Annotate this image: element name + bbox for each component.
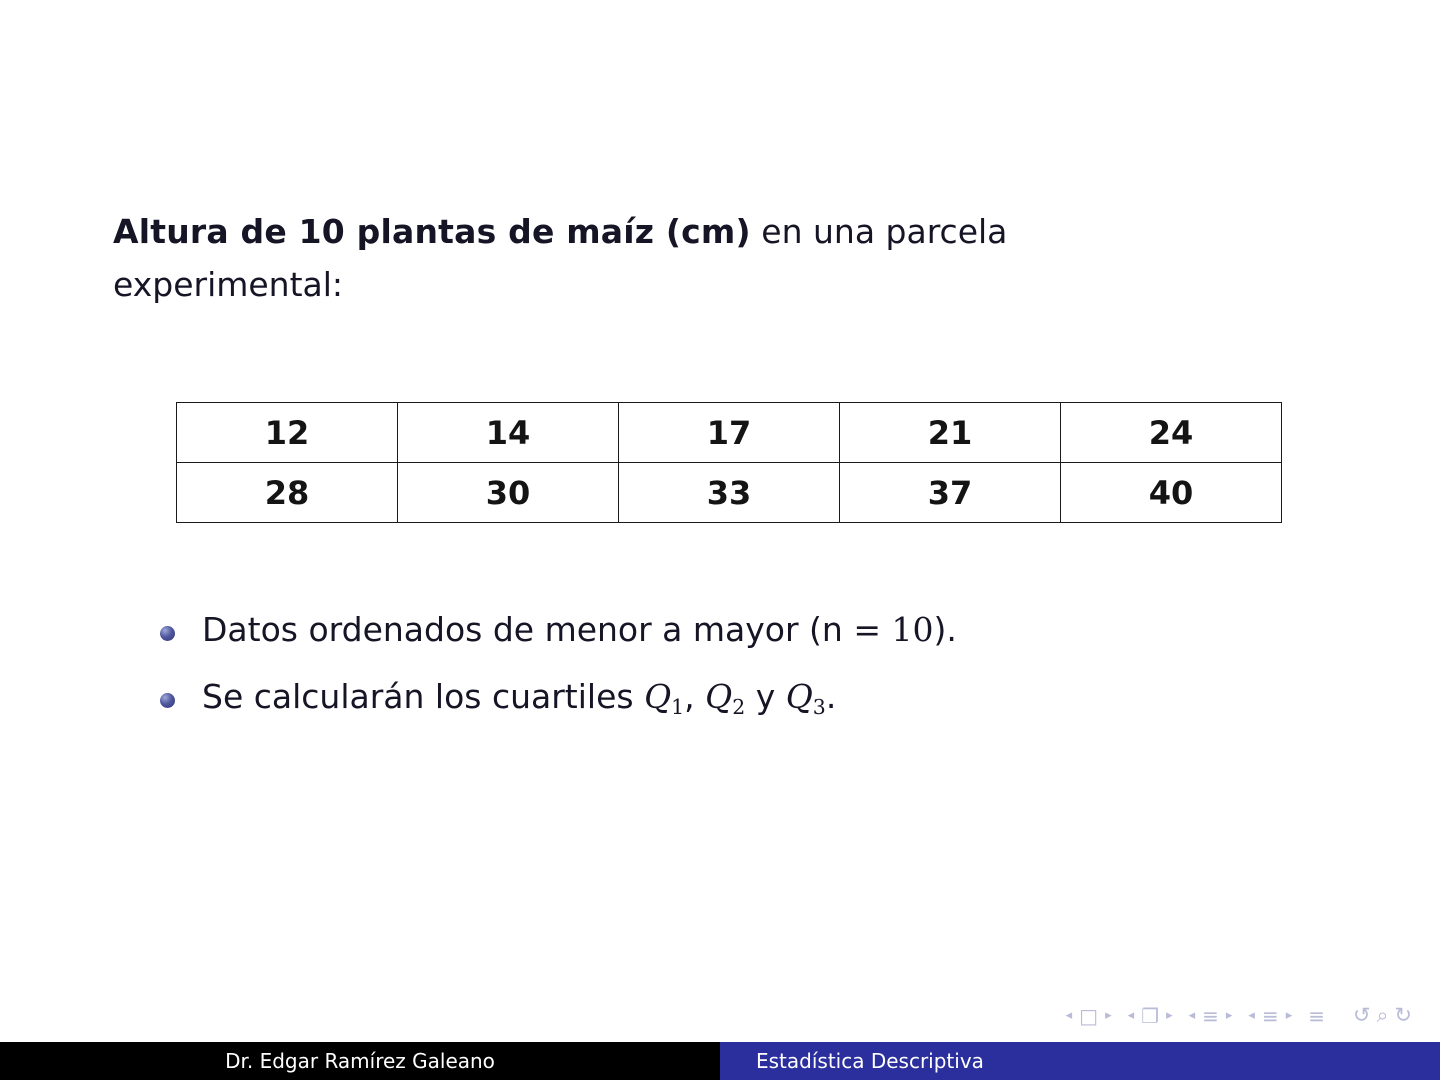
table-cell: 28 [177, 463, 398, 523]
bullet2-prefix: Se calcularán los cuartiles [202, 676, 645, 716]
table-cell: 33 [619, 463, 840, 523]
footer-title: Estadística Descriptiva [720, 1042, 1440, 1080]
bullet1-equals: = [842, 610, 892, 649]
bullet-dot-icon [160, 626, 175, 641]
table-cell: 37 [840, 463, 1061, 523]
quartile-q2-sub: 2 [732, 695, 746, 720]
bullet-text [202, 675, 836, 720]
quartile-q1-symbol: Q [644, 676, 672, 716]
frame-icon[interactable]: ≡ [1202, 1003, 1219, 1028]
bullet-text [202, 608, 957, 653]
first-slide-next-icon[interactable]: ▸ [1105, 1008, 1112, 1023]
list-item [160, 675, 1340, 720]
bullet-dot-icon [160, 693, 175, 708]
table-cell: 17 [619, 403, 840, 463]
nav-group-first-slide[interactable] [1065, 1003, 1112, 1028]
nav-group-subsection[interactable] [1248, 1003, 1293, 1028]
quartile-q3-symbol: Q [785, 676, 813, 716]
list-item [160, 608, 1340, 653]
bullet1-suffix: ). [933, 610, 957, 649]
heights-data-table [176, 402, 1282, 523]
table-row [177, 403, 1282, 463]
slide-footer [0, 1042, 1440, 1080]
intro-rest-text: en una parcela [750, 212, 1008, 251]
nav-group-section[interactable] [1308, 1003, 1326, 1028]
quartile-q3-sub: 3 [812, 695, 826, 720]
subsection-next-icon[interactable]: ▸ [1285, 1008, 1293, 1023]
first-slide-icon[interactable]: □ [1079, 1003, 1099, 1028]
table-cell: 12 [177, 403, 398, 463]
intro-line2-text: experimental: [113, 265, 344, 305]
slides-stack-icon[interactable]: ❐ [1141, 1003, 1160, 1028]
subsection-prev-icon[interactable]: ◂ [1248, 1008, 1255, 1023]
subsection-icon[interactable]: ≡ [1261, 1003, 1279, 1028]
frame-next-icon[interactable]: ▸ [1225, 1008, 1233, 1023]
table-cell: 40 [1061, 463, 1282, 523]
table-cell: 24 [1061, 403, 1282, 463]
first-slide-prev-icon[interactable]: ◂ [1065, 1008, 1073, 1023]
table-cell: 14 [398, 403, 619, 463]
data-table-container [176, 402, 1282, 523]
nav-group-previous-slide[interactable] [1127, 1003, 1173, 1028]
nav-group-zoom[interactable] [1353, 1005, 1412, 1026]
quartile-q2-symbol: Q [705, 676, 733, 716]
table-cell: 21 [840, 403, 1061, 463]
slide-navigation-bar[interactable] [1066, 1005, 1412, 1026]
bullet2-suffix: . [825, 676, 837, 716]
section-icon[interactable]: ≡ [1308, 1003, 1326, 1028]
bullet2-sep2: y [745, 676, 786, 716]
table-row [177, 463, 1282, 523]
bullet2-sep1: , [684, 676, 706, 716]
frame-prev-icon[interactable]: ◂ [1188, 1008, 1196, 1023]
zoom-forward-icon[interactable]: ↻ [1394, 1003, 1412, 1027]
previous-slide-next-icon[interactable]: ▸ [1166, 1008, 1173, 1023]
bullet1-prefix: Datos ordenados de menor a mayor (n [202, 610, 843, 649]
bullet1-value: 10 [891, 610, 934, 649]
zoom-back-icon[interactable]: ↺ [1353, 1003, 1371, 1027]
intro-paragraph [113, 205, 1263, 312]
bullet-list [160, 608, 1340, 741]
quartile-q1-sub: 1 [671, 695, 685, 720]
table-cell: 30 [398, 463, 619, 523]
previous-slide-prev-icon[interactable]: ◂ [1127, 1008, 1135, 1023]
nav-group-frame[interactable] [1188, 1003, 1233, 1028]
footer-author: Dr. Edgar Ramírez Galeano [0, 1042, 720, 1080]
intro-bold-text: Altura de 10 plantas de maíz (cm) [113, 212, 751, 251]
zoom-icon[interactable]: ⌕ [1376, 1003, 1389, 1027]
